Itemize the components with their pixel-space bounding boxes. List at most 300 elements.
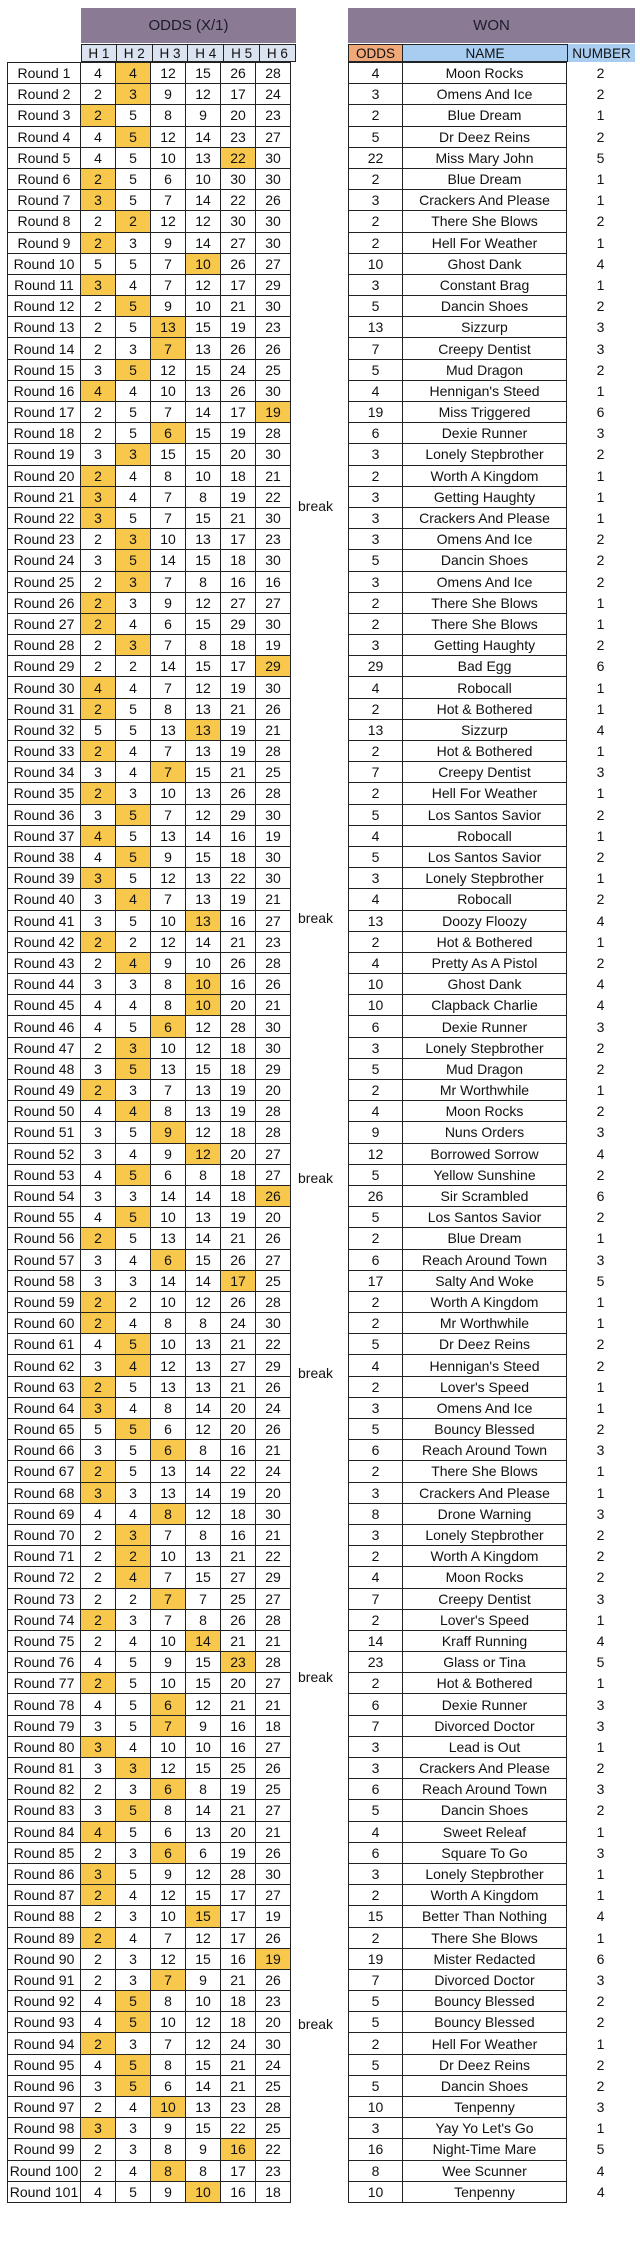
odds-cell: 13 <box>186 1334 221 1355</box>
odds-cell: 8 <box>186 1164 221 1185</box>
odds-cell: 4 <box>81 995 116 1016</box>
column-header-number: NUMBER <box>568 44 635 62</box>
odds-cell: 22 <box>256 1546 291 1567</box>
odds-cell-winner: 4 <box>116 1567 151 1588</box>
won-row <box>349 1228 635 1249</box>
odds-cell: 26 <box>256 1969 291 1990</box>
odds-cell: 3 <box>116 1609 151 1630</box>
odds-cell: 22 <box>221 2118 256 2139</box>
odds-cell: 19 <box>221 1101 256 1122</box>
odds-cell: 8 <box>151 995 186 1016</box>
odds-cell: 13 <box>186 380 221 401</box>
break-spacer <box>298 1862 346 1884</box>
won-row <box>349 1440 635 1461</box>
won-row <box>349 889 635 910</box>
break-spacer <box>298 2079 346 2101</box>
odds-cell: 24 <box>221 1313 256 1334</box>
won-row <box>349 486 635 507</box>
won-number: 4 <box>596 1908 605 1925</box>
won-name: Mud Dragon <box>403 359 567 380</box>
won-row <box>349 402 635 423</box>
odds-cell: 8 <box>151 1313 186 1334</box>
odds-cell: 26 <box>221 253 256 274</box>
odds-cell: 3 <box>116 1842 151 1863</box>
odds-cell: 8 <box>151 1101 186 1122</box>
odds-cell: 8 <box>151 105 186 126</box>
odds-cell: 3 <box>81 444 116 465</box>
won-number: 2 <box>596 1421 605 1438</box>
odds-cell-winner: 5 <box>116 1800 151 1821</box>
odds-cell: 30 <box>221 168 256 189</box>
won-name: Dancin Shoes <box>403 1800 567 1821</box>
won-number: 2 <box>596 1357 605 1374</box>
odds-cell: 3 <box>81 1440 116 1461</box>
won-odds: 3 <box>349 1397 403 1418</box>
won-odds: 8 <box>349 2160 403 2181</box>
odds-cell: 26 <box>221 63 256 84</box>
odds-cell: 7 <box>151 2033 186 2054</box>
odds-cell: 25 <box>256 2118 291 2139</box>
odds-cell: 16 <box>221 974 256 995</box>
round-row <box>8 1016 291 1037</box>
won-row <box>349 1249 635 1270</box>
won-row <box>349 571 635 592</box>
odds-cell: 20 <box>221 105 256 126</box>
odds-cell-winner: 3 <box>81 868 116 889</box>
odds-cell-winner: 5 <box>116 126 151 147</box>
break-spacer <box>298 1689 346 1711</box>
won-name: Dexie Runner <box>403 423 567 444</box>
round-row <box>8 253 291 274</box>
break-spacer <box>298 1016 346 1038</box>
odds-cell: 12 <box>151 868 186 889</box>
odds-cell: 29 <box>221 613 256 634</box>
odds-cell: 4 <box>116 613 151 634</box>
won-row <box>349 1313 635 1334</box>
won-name: Yay Yo Let's Go <box>403 2118 567 2139</box>
odds-cell: 18 <box>221 465 256 486</box>
odds-cell: 25 <box>256 2075 291 2096</box>
odds-cell: 2 <box>81 1630 116 1651</box>
break-spacer <box>298 713 346 735</box>
won-number: 2 <box>596 65 605 82</box>
odds-cell-winner: 2 <box>81 1313 116 1334</box>
odds-cell: 28 <box>256 1122 291 1143</box>
break-spacer <box>298 301 346 323</box>
odds-cell: 29 <box>256 1355 291 1376</box>
odds-cell: 8 <box>186 2160 221 2181</box>
odds-cell: 22 <box>221 1461 256 1482</box>
odds-cell: 5 <box>116 719 151 740</box>
odds-cell: 19 <box>221 1842 256 1863</box>
odds-cell: 4 <box>116 2097 151 2118</box>
odds-cell-winner: 2 <box>81 613 116 634</box>
odds-cell: 2 <box>81 317 116 338</box>
won-odds: 2 <box>349 1927 403 1948</box>
won-name: Kraff Running <box>403 1630 567 1651</box>
odds-cell: 7 <box>151 253 186 274</box>
won-number: 3 <box>596 1971 605 1988</box>
round-row <box>8 1355 291 1376</box>
round-label: Round 90 <box>8 1948 81 1969</box>
round-row <box>8 825 291 846</box>
odds-cell: 10 <box>151 1736 186 1757</box>
round-row <box>8 1991 291 2012</box>
break-spacer <box>298 2101 346 2123</box>
break-label: break <box>298 497 334 514</box>
round-row <box>8 1080 291 1101</box>
odds-cell: 2 <box>81 1842 116 1863</box>
won-row <box>349 1122 635 1143</box>
won-name: Robocall <box>403 825 567 846</box>
odds-cell: 24 <box>256 1397 291 1418</box>
round-label: Round 25 <box>8 571 81 592</box>
odds-cell: 3 <box>81 762 116 783</box>
won-number: 1 <box>596 827 605 844</box>
break-spacer <box>298 734 346 756</box>
odds-cell: 15 <box>186 762 221 783</box>
odds-cell: 4 <box>81 1652 116 1673</box>
odds-cell: 30 <box>256 846 291 867</box>
break-spacer <box>298 1298 346 1320</box>
odds-cell: 20 <box>256 2012 291 2033</box>
odds-cell: 5 <box>116 190 151 211</box>
round-row <box>8 1376 291 1397</box>
odds-cell: 10 <box>151 1207 186 1228</box>
round-label: Round 81 <box>8 1758 81 1779</box>
won-row <box>349 253 635 274</box>
odds-cell: 26 <box>221 952 256 973</box>
won-name: Creepy Dentist <box>403 1588 567 1609</box>
won-row <box>349 1101 635 1122</box>
won-number: 2 <box>596 298 605 315</box>
won-odds: 3 <box>349 507 403 528</box>
odds-cell: 3 <box>81 1143 116 1164</box>
odds-cell: 21 <box>256 719 291 740</box>
odds-cell-winner: 4 <box>116 1355 151 1376</box>
won-row <box>349 1376 635 1397</box>
odds-cell-winner: 14 <box>186 1630 221 1651</box>
break-spacer <box>298 105 346 127</box>
odds-cell: 15 <box>151 444 186 465</box>
won-name: Sizzurp <box>403 317 567 338</box>
odds-cell: 4 <box>81 2181 116 2202</box>
odds-cell: 2 <box>81 952 116 973</box>
odds-cell: 25 <box>256 1779 291 1800</box>
won-odds: 2 <box>349 1313 403 1334</box>
won-number: 3 <box>596 425 605 442</box>
odds-cell: 3 <box>81 1800 116 1821</box>
break-label: break <box>298 909 334 926</box>
round-row <box>8 1800 291 1821</box>
won-number: 3 <box>596 1018 605 1035</box>
won-row <box>349 1800 635 1821</box>
round-label: Round 42 <box>8 931 81 952</box>
odds-cell: 5 <box>116 402 151 423</box>
odds-cell: 7 <box>151 402 186 423</box>
odds-cell: 15 <box>186 1948 221 1969</box>
odds-cell: 17 <box>221 2160 256 2181</box>
odds-cell: 6 <box>151 1821 186 1842</box>
round-row <box>8 1122 291 1143</box>
won-number: 1 <box>596 107 605 124</box>
odds-cell: 4 <box>116 1885 151 1906</box>
won-number: 3 <box>596 1505 605 1522</box>
odds-cell: 21 <box>221 698 256 719</box>
round-label: Round 55 <box>8 1207 81 1228</box>
round-label: Round 51 <box>8 1122 81 1143</box>
won-row <box>349 1419 635 1440</box>
odds-cell: 30 <box>256 1016 291 1037</box>
won-odds: 3 <box>349 635 403 656</box>
won-number: 2 <box>596 1569 605 1586</box>
won-row <box>349 1270 635 1291</box>
odds-cell: 4 <box>116 1143 151 1164</box>
odds-cell: 13 <box>151 1228 186 1249</box>
odds-cell-winner: 3 <box>116 1524 151 1545</box>
break-spacer <box>298 2209 346 2231</box>
odds-cell: 26 <box>221 1291 256 1312</box>
odds-cell: 15 <box>186 846 221 867</box>
odds-cell: 12 <box>186 1291 221 1312</box>
odds-cell: 27 <box>221 592 256 613</box>
won-name: Bouncy Blessed <box>403 2012 567 2033</box>
won-number: 2 <box>596 531 605 548</box>
round-row <box>8 168 291 189</box>
round-row <box>8 1270 291 1291</box>
odds-cell: 13 <box>186 1080 221 1101</box>
odds-cell: 15 <box>186 444 221 465</box>
odds-cell: 3 <box>116 1969 151 1990</box>
odds-cell-winner: 2 <box>116 211 151 232</box>
odds-cell: 6 <box>151 1419 186 1440</box>
won-row <box>349 147 635 168</box>
break-spacer <box>298 236 346 258</box>
won-name: Miss Triggered <box>403 402 567 423</box>
odds-cell: 8 <box>151 2139 186 2160</box>
odds-cell: 5 <box>116 423 151 444</box>
won-odds: 4 <box>349 825 403 846</box>
round-row <box>8 147 291 168</box>
odds-cell-winner: 3 <box>116 84 151 105</box>
round-row <box>8 2181 291 2202</box>
won-odds: 2 <box>349 1885 403 1906</box>
odds-cell: 29 <box>256 1058 291 1079</box>
break-spacer <box>298 2166 346 2188</box>
won-name: Ghost Dank <box>403 253 567 274</box>
round-row <box>8 1334 291 1355</box>
odds-cell: 14 <box>186 1185 221 1206</box>
odds-cell: 12 <box>186 1419 221 1440</box>
won-row <box>349 63 635 84</box>
odds-cell-winner: 2 <box>81 105 116 126</box>
odds-cell: 17 <box>221 529 256 550</box>
odds-cell-winner: 10 <box>186 995 221 1016</box>
won-name: Doozy Floozy <box>403 910 567 931</box>
odds-cell: 29 <box>221 804 256 825</box>
won-table <box>348 62 635 2203</box>
odds-cell: 15 <box>186 1758 221 1779</box>
won-number: 2 <box>596 637 605 654</box>
round-row <box>8 1906 291 1927</box>
odds-cell: 2 <box>81 1948 116 1969</box>
odds-cell: 16 <box>221 1440 256 1461</box>
odds-cell-winner: 3 <box>116 529 151 550</box>
odds-cell: 28 <box>256 1609 291 1630</box>
odds-cell: 26 <box>256 1419 291 1440</box>
odds-cell: 27 <box>256 1249 291 1270</box>
odds-cell: 9 <box>186 1715 221 1736</box>
won-row <box>349 1503 635 1524</box>
break-spacer <box>298 1103 346 1125</box>
round-label: Round 57 <box>8 1249 81 1270</box>
round-row <box>8 1482 291 1503</box>
round-label: Round 53 <box>8 1164 81 1185</box>
odds-cell: 4 <box>116 274 151 295</box>
break-spacer <box>298 192 346 214</box>
won-name: Los Santos Savior <box>403 804 567 825</box>
odds-cell: 8 <box>151 1991 186 2012</box>
odds-cell: 13 <box>151 719 186 740</box>
odds-cell: 27 <box>221 1567 256 1588</box>
round-label: Round 59 <box>8 1291 81 1312</box>
won-odds: 6 <box>349 1249 403 1270</box>
odds-cell-winner: 5 <box>116 359 151 380</box>
odds-cell: 3 <box>81 910 116 931</box>
odds-cell: 14 <box>186 1800 221 1821</box>
odds-cell: 12 <box>186 1927 221 1948</box>
won-number: 2 <box>596 1802 605 1819</box>
break-spacer <box>298 1580 346 1602</box>
won-name: Pretty As A Pistol <box>403 952 567 973</box>
odds-cell: 20 <box>221 1821 256 1842</box>
odds-cell: 28 <box>221 1016 256 1037</box>
odds-cell: 14 <box>186 931 221 952</box>
column-header-h4: H 4 <box>188 44 224 62</box>
odds-cell: 14 <box>186 1228 221 1249</box>
odds-cell: 3 <box>116 1080 151 1101</box>
won-name: Robocall <box>403 677 567 698</box>
odds-cell: 18 <box>256 2181 291 2202</box>
round-label: Round 11 <box>8 274 81 295</box>
odds-cell-winner: 2 <box>81 1927 116 1948</box>
odds-cell: 26 <box>221 1249 256 1270</box>
won-row <box>349 1906 635 1927</box>
odds-cell: 28 <box>221 1863 256 1884</box>
won-name: Hot & Bothered <box>403 698 567 719</box>
round-label: Round 29 <box>8 656 81 677</box>
won-row <box>349 380 635 401</box>
won-odds: 5 <box>349 2075 403 2096</box>
break-spacer <box>298 669 346 691</box>
won-odds: 15 <box>349 1906 403 1927</box>
round-label: Round 67 <box>8 1461 81 1482</box>
odds-cell: 6 <box>186 1842 221 1863</box>
round-label: Round 70 <box>8 1524 81 1545</box>
won-row <box>349 1969 635 1990</box>
break-spacer <box>298 1081 346 1103</box>
won-odds: 3 <box>349 84 403 105</box>
won-odds: 4 <box>349 1821 403 1842</box>
won-number: 1 <box>596 1378 605 1395</box>
won-name: Lonely Stepbrother <box>403 868 567 889</box>
odds-cell: 25 <box>256 359 291 380</box>
odds-cell: 3 <box>81 889 116 910</box>
odds-cell: 13 <box>186 1376 221 1397</box>
round-label: Round 40 <box>8 889 81 910</box>
odds-cell: 9 <box>151 1863 186 1884</box>
odds-cell: 15 <box>186 613 221 634</box>
won-name: Hot & Bothered <box>403 741 567 762</box>
odds-cell-winner: 13 <box>151 317 186 338</box>
won-number: 1 <box>596 1230 605 1247</box>
break-spacer <box>298 1754 346 1776</box>
odds-cell: 4 <box>116 1736 151 1757</box>
won-name: Lover's Speed <box>403 1609 567 1630</box>
won-odds: 2 <box>349 1673 403 1694</box>
odds-cell-winner: 3 <box>81 486 116 507</box>
won-number: 2 <box>596 2056 605 2073</box>
round-label: Round 15 <box>8 359 81 380</box>
won-odds: 19 <box>349 1948 403 1969</box>
won-number: 4 <box>596 1145 605 1162</box>
round-row <box>8 338 291 359</box>
odds-cell: 19 <box>221 423 256 444</box>
odds-cell: 4 <box>116 677 151 698</box>
odds-cell: 7 <box>186 1588 221 1609</box>
round-label: Round 18 <box>8 423 81 444</box>
round-row <box>8 1228 291 1249</box>
odds-cell: 5 <box>81 1419 116 1440</box>
won-name: Omens And Ice <box>403 84 567 105</box>
odds-cell-winner: 10 <box>151 2097 186 2118</box>
odds-cell-winner: 8 <box>151 2160 186 2181</box>
break-spacer <box>298 214 346 236</box>
round-label: Round 7 <box>8 190 81 211</box>
odds-cell: 30 <box>256 1863 291 1884</box>
odds-cell: 5 <box>116 1652 151 1673</box>
round-row <box>8 317 291 338</box>
odds-cell-winner: 3 <box>116 1037 151 1058</box>
won-number: 1 <box>596 1887 605 1904</box>
odds-cell: 3 <box>116 1482 151 1503</box>
won-name: Sir Scrambled <box>403 1185 567 1206</box>
odds-cell: 5 <box>116 1863 151 1884</box>
won-number: 2 <box>596 2014 605 2031</box>
won-number: 2 <box>596 1060 605 1077</box>
odds-cell: 15 <box>186 656 221 677</box>
odds-cell-winner: 3 <box>81 2118 116 2139</box>
odds-cell: 12 <box>151 1885 186 1906</box>
odds-cell: 18 <box>221 846 256 867</box>
won-odds: 2 <box>349 783 403 804</box>
round-label: Round 86 <box>8 1863 81 1884</box>
won-odds: 2 <box>349 592 403 613</box>
odds-cell: 14 <box>186 825 221 846</box>
odds-cell: 5 <box>116 698 151 719</box>
round-row <box>8 1927 291 1948</box>
odds-cell: 4 <box>81 1503 116 1524</box>
round-label: Round 2 <box>8 84 81 105</box>
odds-cell: 20 <box>221 1673 256 1694</box>
odds-cell: 7 <box>151 635 186 656</box>
odds-cell-winner: 7 <box>151 1715 186 1736</box>
won-row <box>349 2054 635 2075</box>
won-number: 1 <box>596 171 605 188</box>
odds-cell-winner: 19 <box>256 1948 291 1969</box>
won-name: Crackers And Please <box>403 1758 567 1779</box>
won-odds: 2 <box>349 741 403 762</box>
